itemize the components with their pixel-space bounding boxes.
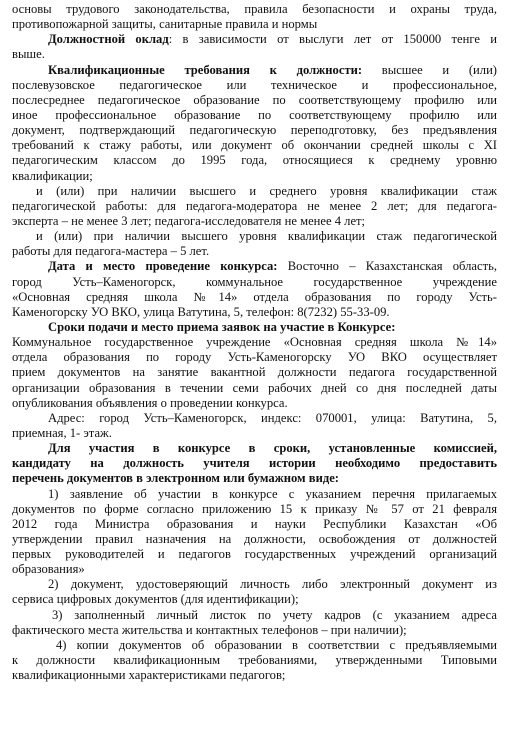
text-line (12, 63, 497, 78)
bold-text-segment: Квалификационные требования к должности: (48, 62, 363, 77)
text-line (12, 184, 497, 199)
text-segment: опубликования объявления о проведении конкурса. (12, 395, 288, 410)
text-segment: 2012 года Министра образования и науки Республики Казахстан «Об (12, 516, 497, 531)
text-segment: и (или) при наличии высшего и среднего уровня квалификации стаж (36, 183, 497, 198)
text-line (12, 244, 497, 259)
text-line (12, 668, 497, 683)
text-segment: первых руководителей и педагогов государственных учреждений организаций (12, 547, 497, 562)
text-segment: организации образования в течении семи рабочих дней со дня последней даты (12, 380, 497, 395)
text-segment: основы трудового законодательства, правила безопасности и охраны труда, (12, 2, 497, 16)
text-line (12, 138, 497, 153)
text-segment: послевузовское педагогическое или техническое и профессиональное, (12, 77, 497, 92)
text-line (12, 320, 497, 335)
text-line (12, 562, 497, 577)
text-segment: 4) копии документов об образовании в соответствии с предъявляемыми (56, 637, 497, 652)
text-segment: и (или) при наличии высшего уровня квалификации стаж педагогической (36, 229, 497, 244)
text-segment: отдела образования по городу Усть-Каменогорску УО ВКО осуществляет (12, 350, 497, 365)
text-line (12, 638, 497, 653)
text-segment: : в зависимости от выслуги лет от 150000 тенге и (168, 32, 497, 47)
text-line (12, 653, 497, 668)
text-line (12, 169, 497, 184)
text-segment: документов по форме согласно приложению 15 к приказу № 57 от 21 февраля (12, 501, 497, 516)
text-line (12, 2, 497, 17)
text-line (12, 32, 497, 47)
text-segment: иное профессиональное образование по соответствующему профилю или (12, 107, 497, 122)
text-segment: фактического места жительства и контактных телефонов – при наличии); (12, 622, 407, 637)
text-line (12, 335, 497, 350)
text-line (12, 577, 497, 592)
text-line (12, 396, 497, 411)
text-segment: город Усть–Каменогорск, коммунальное государственное учреждение (12, 274, 497, 289)
text-segment: утверждении правил назначения на должности, освобождения от должностей (12, 531, 497, 546)
text-line (12, 305, 497, 320)
bold-text-segment: Должностной оклад (48, 32, 169, 47)
text-line (12, 411, 497, 426)
text-segment: высшее и (или) (362, 62, 497, 77)
text-line (12, 290, 497, 305)
bold-text-segment: перечень документов в электронном или бумажном виде: (12, 471, 339, 486)
text-segment: документ, подтверждающий педагогическую переподготовку, без предъявления (12, 123, 497, 138)
text-line (12, 93, 497, 108)
text-line (12, 532, 497, 547)
text-line (12, 123, 497, 138)
text-line (12, 199, 497, 214)
text-segment: прием документов на занятие вакантной должности педагога государственной (12, 365, 497, 380)
text-segment: Коммунальное государственное учреждение «Основная средняя школа №14» (12, 335, 497, 350)
bold-text-segment: Для участия в конкурсе в сроки, установленные комиссией, (48, 441, 497, 456)
text-segment: «Основная средняя школа №14» отдела образования по городу Усть- (12, 289, 497, 304)
text-line (12, 229, 497, 244)
text-segment: образования» (12, 562, 85, 577)
text-segment: Каменогорску УО ВКО, улица Ватутина, 5, телефон: 8(7232) 55-33-09. (12, 304, 390, 319)
text-segment: педагогическим классом до 1995 года, относящиеся к среднему уровню (12, 153, 497, 168)
text-segment: квалификационными характеристиками педагогов; (12, 668, 286, 683)
text-line (12, 487, 497, 502)
text-line (12, 502, 497, 517)
text-line (12, 108, 497, 123)
text-line (12, 608, 497, 623)
text-segment: к должности квалификационным требованиями, утвержденными Типовыми (12, 653, 497, 668)
text-segment: приемная, 1- этаж. (12, 425, 112, 440)
text-line (12, 153, 497, 168)
text-line (12, 623, 497, 638)
text-segment: Адрес: город Усть–Каменогорск, индекс: 070001, улица: Ватутина, 5, (48, 410, 497, 425)
text-segment: 2) документ, удостоверяющий личность либо электронный документ из (48, 577, 497, 592)
text-line (12, 365, 497, 380)
text-line (12, 517, 497, 532)
text-line (12, 78, 497, 93)
text-line (12, 381, 497, 396)
text-segment: работы для педагога-мастера – 5 лет. (12, 244, 210, 259)
text-segment: выше. (12, 47, 45, 62)
document-body (12, 2, 497, 683)
text-segment: 1) заявление об участии в конкурсе с указанием перечня прилагаемых (48, 486, 497, 501)
text-segment: эксперта – не менее 3 лет; педагога-исследователя не менее 4 лет; (12, 213, 366, 228)
text-line (12, 47, 497, 62)
text-line (12, 592, 497, 607)
bold-text-segment: кандидату на должность учителя истории необходимо предоставить (12, 456, 497, 471)
text-line (12, 259, 497, 274)
text-line (12, 547, 497, 562)
text-line (12, 426, 497, 441)
text-line (12, 471, 497, 486)
text-line (12, 350, 497, 365)
bold-text-segment: Сроки подачи и место приема заявок на участие в Конкурсе: (48, 319, 396, 334)
text-segment: педагогической работы: для педагога-модератора не менее 2 лет; для педагога- (12, 198, 497, 213)
text-segment: требований к стажу работы, или документ об окончании средней школы с XI (12, 138, 497, 153)
text-segment: квалификации; (12, 168, 93, 183)
bold-text-segment: Дата и место проведение конкурса: (48, 259, 278, 274)
text-line (12, 275, 497, 290)
text-line (12, 441, 497, 456)
text-line (12, 456, 497, 471)
text-segment: послесреднее педагогическое образование по соответствующему профилю или (12, 92, 497, 107)
text-segment: Восточно – Казахстанская область, (277, 259, 497, 274)
text-segment: 3) заполненный личный листок по учету кадров (с указанием адреса (52, 607, 497, 622)
text-segment: противопожарной защиты, санитарные правила и нормы (12, 17, 318, 32)
text-line (12, 214, 497, 229)
text-segment: сервиса цифровых документов (для идентификации); (12, 592, 299, 607)
text-line (12, 17, 497, 32)
